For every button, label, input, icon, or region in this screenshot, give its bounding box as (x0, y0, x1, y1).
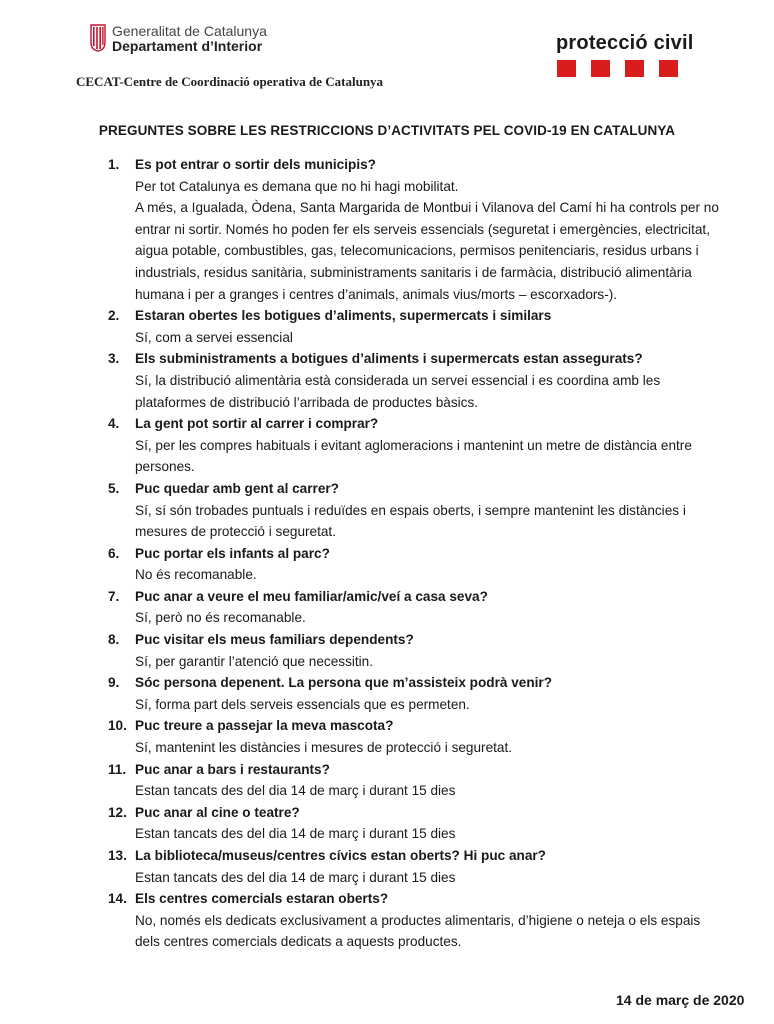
qa-question: Puc anar al cine o teatre? (135, 804, 300, 820)
document-date: 14 de març de 2020 (616, 992, 745, 1008)
qa-answer: Sí, però no és recomanable. (135, 610, 306, 626)
qa-number: 11. (108, 761, 127, 777)
qa-item (108, 543, 728, 586)
qa-answer: A més, a Igualada, Òdena, Santa Margarida de Montbui i Vilanova del Camí hi ha controls per no entrar ni sortir. Només ho poden fer els serveis essencials (seguretat i emergències, electricitat, aigua potable, combustibles, gas, telecomunicacions, permisos penitenciaris, residus urbans i industrials, residus sanitària, subministraments sanitaris i de farmàcia, distribució alimentària humana i per a granges i centres d’animals, animals vius/morts – escorxadors-). (135, 200, 719, 302)
qa-item (108, 348, 728, 413)
qa-question: Puc visitar els meus familiars dependents? (135, 632, 414, 648)
brand-squares-icon (557, 60, 694, 77)
qa-answer: Sí, la distribució alimentària està considerada un servei essencial i es coordina amb les plataformes de distribució l’arribada de productes bàsics. (135, 372, 661, 410)
qa-item (108, 845, 728, 888)
qa-number: 3. (108, 351, 120, 367)
qa-number: 6. (108, 545, 120, 561)
generalitat-logo (90, 24, 267, 54)
qa-answer: Estan tancats des del dia 14 de març i durant 15 dies (135, 783, 456, 799)
qa-item (108, 802, 728, 845)
qa-number: 4. (108, 416, 120, 432)
qa-answer: Sí, mantenint les distàncies i mesures de protecció i seguretat. (135, 740, 513, 756)
qa-answer: Sí, com a servei essencial (135, 329, 293, 345)
qa-answer: Sí, sí són trobades puntuals i reduïdes en espais oberts, i sempre mantenint les distàncies i mesures de protecció i seguretat. (135, 502, 686, 540)
document-title: PREGUNTES SOBRE LES RESTRICCIONS D’ACTIVITATS PEL COVID-19 EN CATALUNYA (98, 123, 676, 138)
senyera-emblem-icon (90, 24, 106, 52)
qa-question: Puc quedar amb gent al carrer? (135, 480, 339, 496)
qa-answer: Sí, per les compres habituals i evitant aglomeracions i mantenint un metre de distància entre persones. (135, 437, 692, 475)
qa-number: 10. (108, 718, 127, 734)
qa-number: 12. (108, 804, 127, 820)
qa-question: Puc portar els infants al parc? (135, 545, 330, 561)
qa-number: 8. (108, 632, 120, 648)
qa-question: Puc anar a bars i restaurants? (135, 761, 330, 777)
qa-number: 14. (108, 891, 127, 907)
qa-answer: Estan tancats des del dia 14 de març i durant 15 dies (135, 826, 456, 842)
qa-question: La gent pot sortir al carrer i comprar? (135, 416, 379, 432)
qa-item (108, 759, 728, 802)
qa-number: 9. (108, 675, 120, 691)
qa-answer: Sí, per garantir l’atenció que necessitin. (135, 653, 374, 669)
qa-item (108, 586, 728, 629)
qa-number: 7. (108, 588, 120, 604)
org-name: Generalitat de Catalunya (112, 23, 267, 39)
qa-question: Els subministraments a botigues d’aliments i supermercats estan assegurats? (135, 351, 643, 367)
qa-question: Sóc persona depenent. La persona que m’assisteix podrà venir? (135, 675, 552, 691)
qa-item (108, 154, 728, 305)
qa-item (108, 629, 728, 672)
cecat-subtitle: CECAT-Centre de Coordinació operativa de Catalunya (76, 74, 384, 89)
qa-question: Puc treure a passejar la meva mascota? (135, 718, 394, 734)
qa-question: Estaran obertes les botigues d’aliments, supermercats i similars (135, 308, 552, 324)
qa-question: Es pot entrar o sortir dels municipis? (135, 157, 376, 172)
qa-answer: Sí, forma part dels serveis essencials que es permeten. (135, 696, 470, 712)
qa-question: Puc anar a veure el meu familiar/amic/veí a casa seva? (135, 588, 488, 604)
brand-name: protecció civil (556, 32, 694, 54)
qa-question: Els centres comercials estaran oberts? (135, 891, 389, 907)
qa-item (108, 478, 728, 543)
qa-answer: Estan tancats des del dia 14 de març i durant 15 dies (135, 869, 456, 885)
qa-question: La biblioteca/museus/centres cívics estan oberts? Hi puc anar? (135, 848, 546, 863)
qa-item (108, 888, 728, 953)
qa-answer: No és recomanable. (135, 567, 257, 583)
qa-item (108, 672, 728, 715)
qa-item (108, 413, 728, 478)
qa-answer: Per tot Catalunya es demana que no hi hagi mobilitat. (135, 178, 459, 194)
qa-number: 2. (108, 308, 120, 324)
proteccio-civil-logo (556, 32, 694, 77)
qa-answer: No, només els dedicats exclusivament a productes alimentaris, d’higiene o neteja o els espais dels centres comercials dedicats a aquests productes. (135, 912, 701, 950)
qa-list (108, 154, 728, 953)
qa-number: 1. (108, 157, 120, 172)
qa-number: 13. (108, 848, 127, 863)
qa-item (108, 305, 728, 348)
qa-number: 5. (108, 480, 120, 496)
department-name: Departament d’Interior (112, 38, 263, 54)
qa-item (108, 715, 728, 758)
